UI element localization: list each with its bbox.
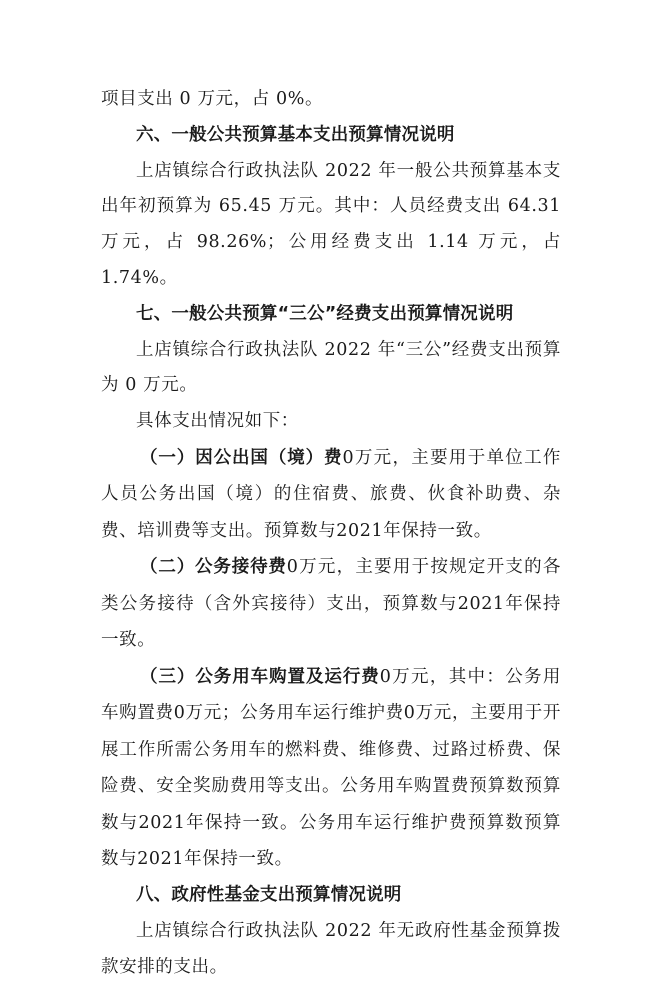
paragraph-three-public-total: 上店镇综合行政执法队 2022 年“三公”经费支出预算为 0 万元。 (101, 339, 561, 396)
heading-section-8: 八、政府性基金支出预算情况说明 (136, 884, 402, 905)
document-page (101, 82, 561, 985)
paragraph-project-expenditure: 项目支出 0 万元，占 0%。 (101, 89, 324, 109)
heading-section-6: 六、一般公共预算基本支出预算情况说明 (136, 124, 455, 145)
item-vehicle (101, 659, 561, 878)
heading-section-7: 七、一般公共预算“三公”经费支出预算情况说明 (136, 303, 514, 324)
paragraph-gov-fund: 上店镇综合行政执法队 2022 年无政府性基金预算拨款安排的支出。 (101, 920, 561, 977)
item-reception-title: （二）公务接待费 (140, 557, 287, 578)
item-vehicle-title: （三）公务用车购置及运行费 (140, 666, 380, 687)
item-overseas-travel-title: （一）因公出国（境）费 (140, 447, 343, 468)
item-overseas-travel-text: 0万元，主要用于单位工作人员公务出国（境）的住宿费、旅费、伙食补助费、杂费、培训费等支出。预算数与2021年保持一致。 (101, 447, 561, 541)
paragraph-details-intro: 具体支出情况如下： (136, 411, 299, 432)
paragraph-basic-expenditure: 上店镇综合行政执法队 2022 年一般公共预算基本支出年初预算为 65.45 万元。其中：人员经费支出 64.31 万元，占 98.26%；公用经费支出 1.14 万元，占 1.74%。 (101, 160, 561, 288)
item-vehicle-text: 0万元，其中：公务用车购置费0万元；公务用车运行维护费0万元，主要用于开展工作所需公务用车的燃料费、维修费、过路过桥费、保险费、安全奖励费用等支出。公务用车购置费预算数预算数与2021年保持一致。公务用车运行维护费预算数预算数与2021年保持一致。 (101, 666, 561, 870)
item-overseas-travel (101, 440, 561, 550)
item-reception-text: 0万元，主要用于按规定开支的各类公务接待（含外宾接待）支出，预算数与2021年保持一致。 (101, 557, 561, 651)
item-reception (101, 549, 561, 659)
